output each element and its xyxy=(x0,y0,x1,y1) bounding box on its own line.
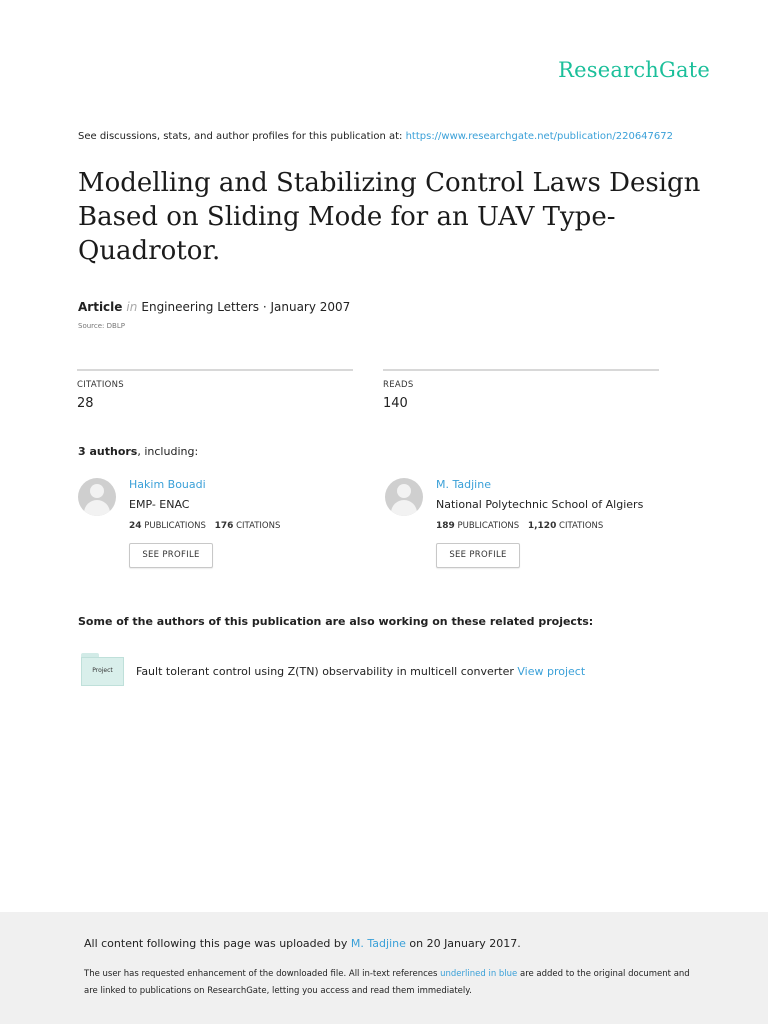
related-project-item xyxy=(81,653,681,689)
authors-heading-rest: , including: xyxy=(137,445,199,458)
note-prefix: The user has requested enhancement of the downloaded file. All in-text references xyxy=(84,969,441,979)
publication-source: Source: DBLP xyxy=(78,322,125,330)
footer-notice xyxy=(0,912,768,1024)
project-title: Fault tolerant control using Z(TN) observability in multicell converter xyxy=(136,665,518,678)
reads-label: READS xyxy=(383,380,414,390)
author-counts xyxy=(129,521,280,531)
author-citations-count: 1,120 xyxy=(527,521,557,531)
author-citations-label: CITATIONS xyxy=(559,521,604,531)
publication-venue-date[interactable]: Engineering Letters · January 2007 xyxy=(141,300,351,314)
discussion-text: See discussions, stats, and author profiles for this publication at: xyxy=(78,131,406,142)
avatar[interactable] xyxy=(385,478,423,516)
publication-title: Modelling and Stabilizing Control Laws Design Based on Sliding Mode for an UAV Type-Quadrotor. xyxy=(78,168,701,266)
avatar-body-icon xyxy=(391,500,417,516)
author-publications-count: 189 xyxy=(436,521,455,531)
upload-suffix: on 20 January 2017. xyxy=(405,937,521,950)
view-project-link[interactable]: View project xyxy=(517,665,586,678)
note-suffix: are added to the original document and are linked to publications on ResearchGate, letting you access and read them immediately. xyxy=(84,969,690,996)
author-citations-count: 176 xyxy=(214,521,234,531)
author-publications-count: 24 xyxy=(129,521,142,531)
publication-meta xyxy=(78,300,350,314)
related-projects-heading: Some of the authors of this publication are also working on these related projects: xyxy=(78,615,594,628)
publication-url-link[interactable]: https://www.researchgate.net/publication/220647672 xyxy=(405,131,673,142)
project-icon-label: Project xyxy=(92,667,113,674)
avatar[interactable] xyxy=(78,478,116,516)
see-profile-button[interactable]: SEE PROFILE xyxy=(129,543,213,568)
publication-type: Article xyxy=(78,300,123,314)
uploader-link[interactable]: M. Tadjine xyxy=(350,937,406,950)
author-citations-label: CITATIONS xyxy=(236,521,281,531)
citations-value: 28 xyxy=(77,396,94,411)
note-link: underlined in blue xyxy=(440,969,518,979)
reads-stat xyxy=(383,369,659,411)
authors-heading xyxy=(78,445,198,458)
discussion-line xyxy=(78,131,673,142)
upload-prefix: All content following this page was uploaded by xyxy=(84,937,351,950)
citations-label: CITATIONS xyxy=(77,380,124,390)
meta-in: in xyxy=(126,300,138,314)
author-institution: EMP- ENAC xyxy=(129,498,190,511)
upload-info xyxy=(84,937,521,950)
author-publications-label: PUBLICATIONS xyxy=(457,521,520,531)
enhancement-note xyxy=(84,966,704,1000)
author-card xyxy=(78,478,368,578)
author-publications-label: PUBLICATIONS xyxy=(144,521,206,531)
project-folder-icon[interactable] xyxy=(81,653,124,686)
authors-count: 3 authors xyxy=(78,445,138,458)
avatar-head-icon xyxy=(397,484,411,498)
avatar-body-icon xyxy=(84,500,110,516)
author-card xyxy=(385,478,675,578)
author-counts xyxy=(436,521,603,531)
see-profile-button[interactable]: SEE PROFILE xyxy=(436,543,520,568)
citations-stat xyxy=(77,369,353,411)
author-institution: National Polytechnic School of Algiers xyxy=(436,498,644,511)
author-name-link[interactable]: Hakim Bouadi xyxy=(129,478,206,491)
researchgate-logo[interactable]: ResearchGate xyxy=(558,58,710,82)
author-name-link[interactable]: M. Tadjine xyxy=(436,478,491,491)
reads-value: 140 xyxy=(383,396,408,411)
avatar-head-icon xyxy=(90,484,104,498)
project-description xyxy=(136,665,585,678)
